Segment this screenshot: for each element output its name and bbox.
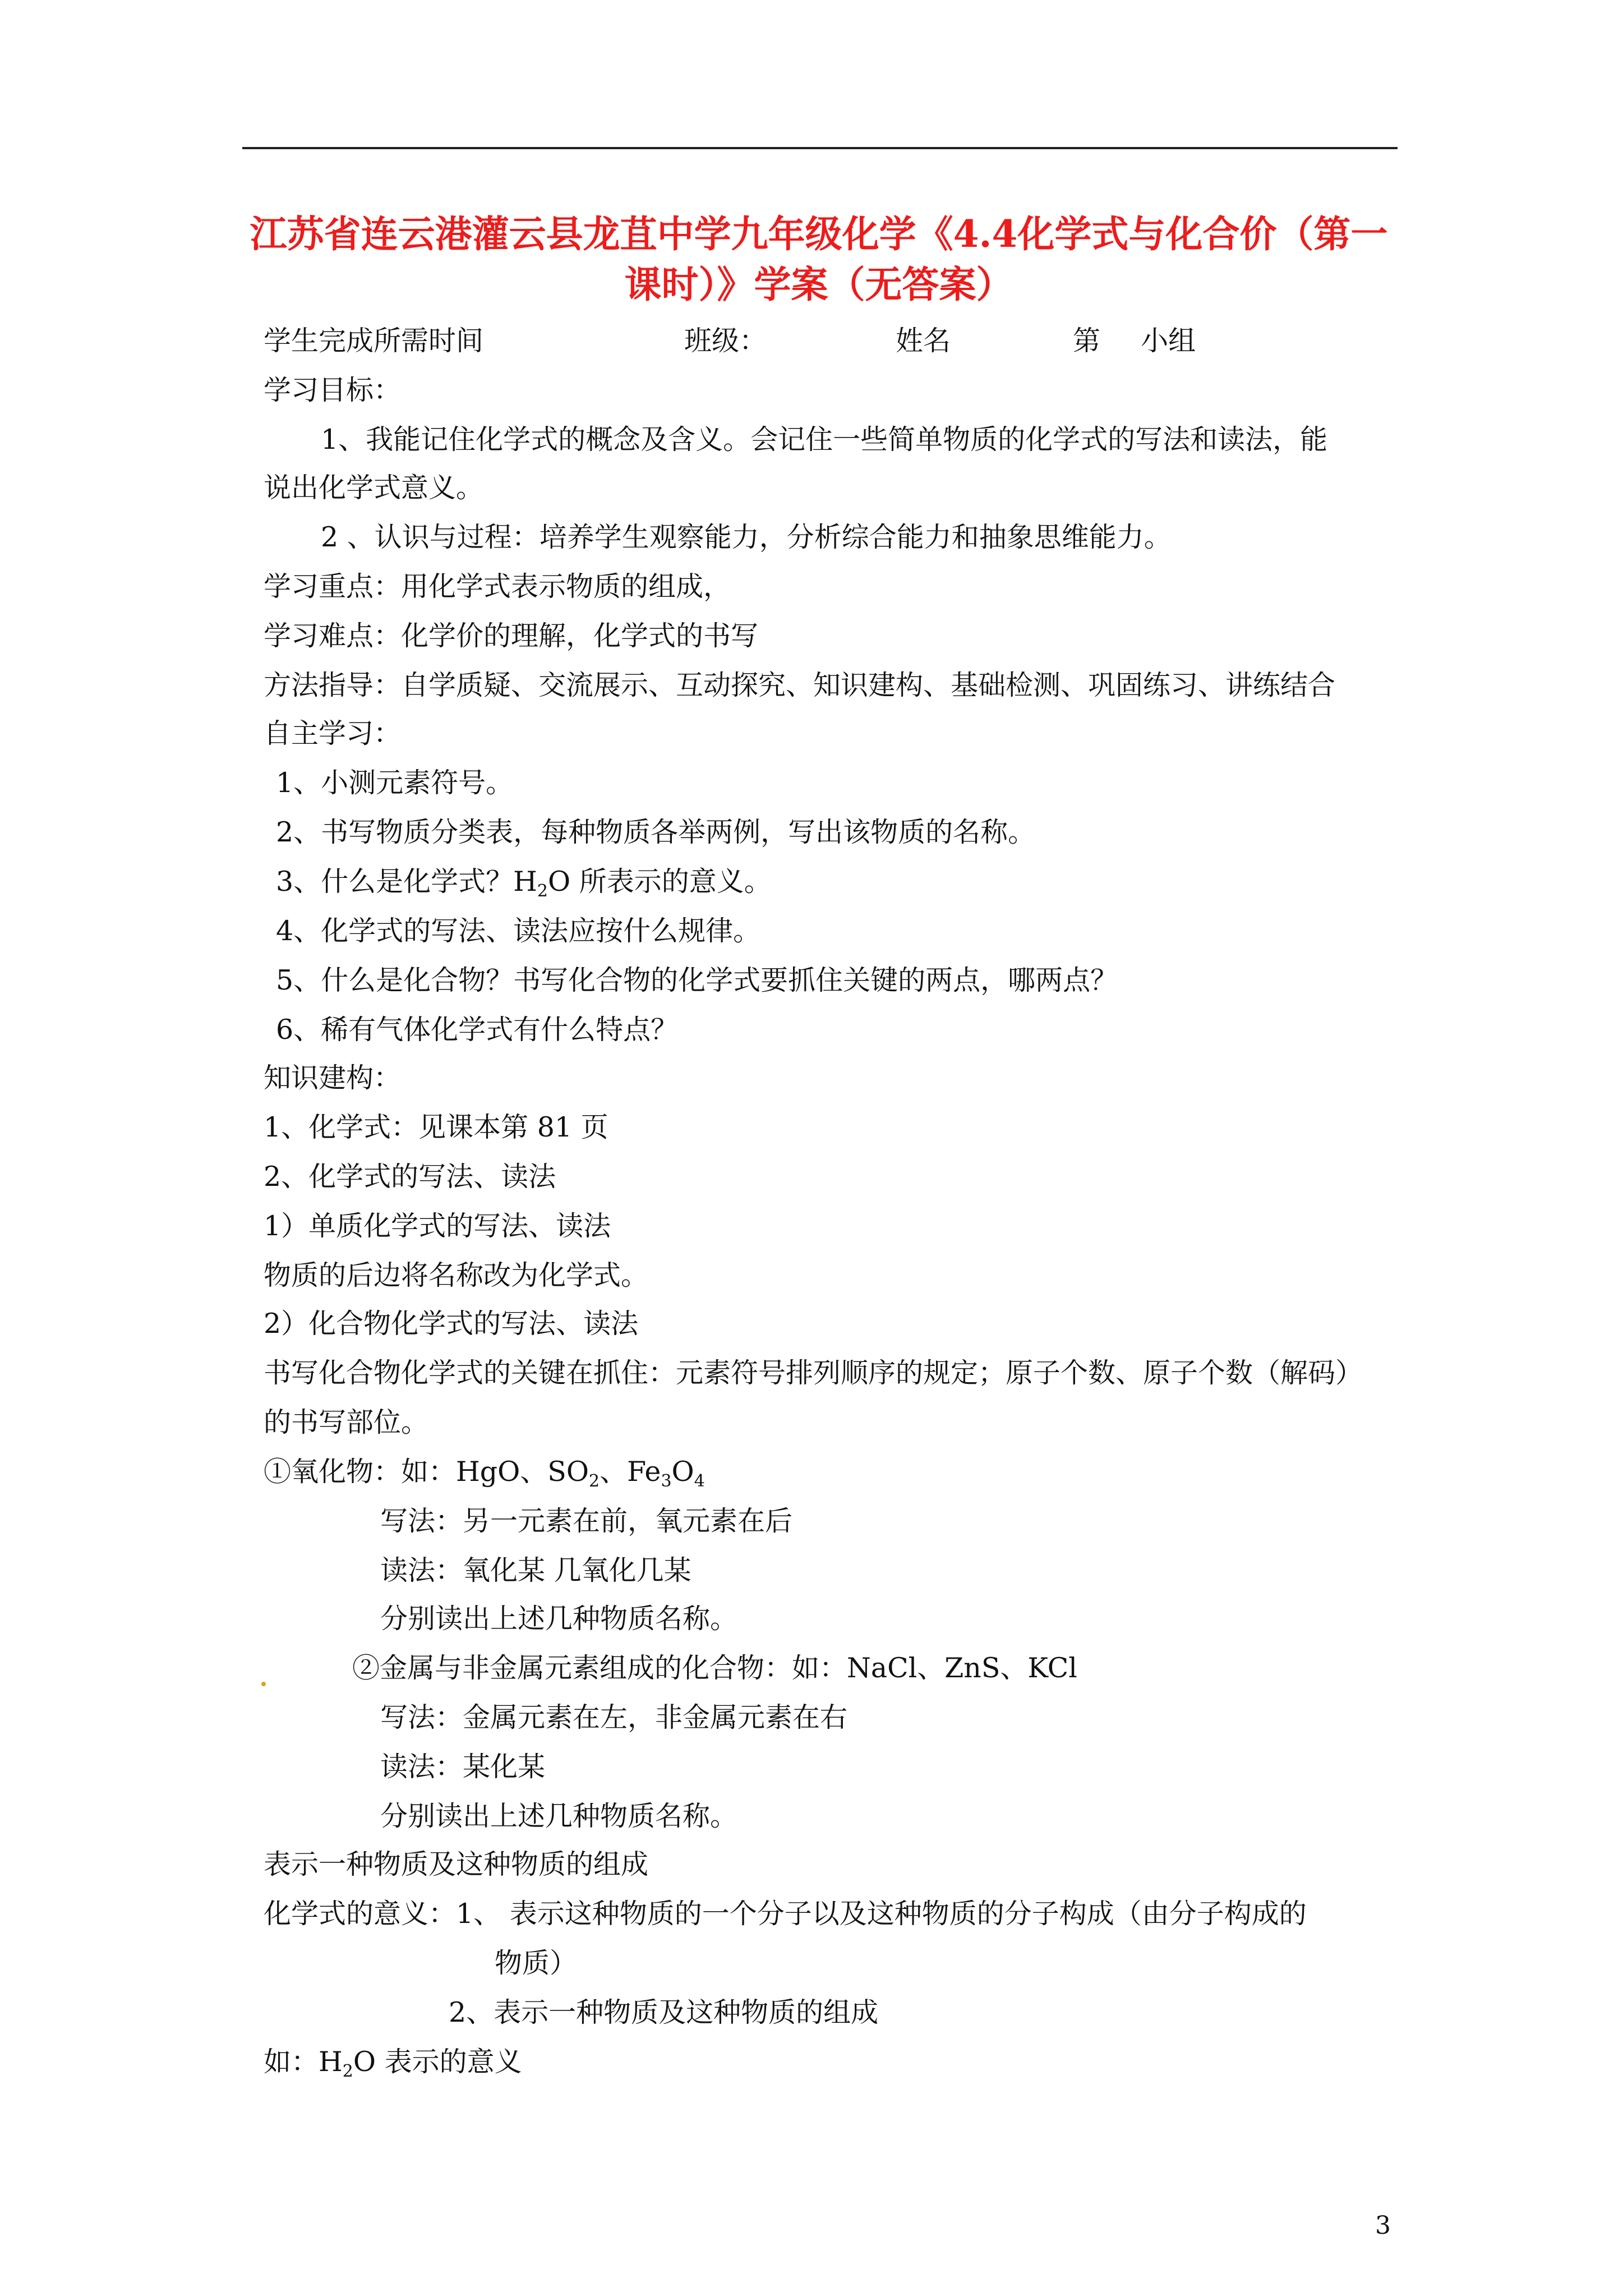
question-2: 2、书写物质分类表，每种物质各举两例，写出该物质的名称。 [276,816,1036,848]
student-info-line [264,324,1196,358]
subscript: 2 [589,1471,600,1491]
metal-names-task: 分别读出上述几种物质名称。 [380,1800,738,1832]
oxide-names-task: 分别读出上述几种物质名称。 [380,1603,738,1635]
class-label: 班级： [684,325,767,357]
question-3 [276,865,772,908]
metal-writing-rule: 写法：金属元素在左，非金属元素在右 [380,1701,848,1733]
oxide-o: O [566,1456,589,1488]
goal-2: 2 、认识与过程：培养学生观察能力，分析综合能力和抽象思维能力。 [321,521,1172,553]
question-5: 5、什么是化合物？书写化合物的化学式要抓住关键的两点，哪两点？ [276,964,1118,996]
goals-heading: 学习目标： [264,374,402,406]
group-label: 小组 [1141,325,1196,357]
header-rule [242,147,1398,149]
key-point: 学习重点：用化学式表示物质的组成， [264,570,731,602]
oxide-text: ①氧化物：如：HgO、S [264,1456,566,1488]
page-number: 3 [1375,2211,1391,2240]
knowledge-1: 1、化学式：见课本第 81 页 [264,1111,608,1143]
oxide-fe: 、Fe [600,1456,661,1488]
oxide-o2: O [671,1456,694,1488]
knowledge-2: 2、化学式的写法、读法 [264,1161,556,1193]
question-6: 6、稀有气体化学式有什么特点？ [276,1014,679,1046]
time-label: 学生完成所需时间 [264,325,484,357]
question-4: 4、化学式的写法、读法应按什么规律。 [276,915,761,947]
metal-compound-examples: ②金属与非金属元素组成的化合物：如：NaCl、ZnS、KCl [352,1652,1077,1684]
method-guide: 方法指导：自学质疑、交流展示、互动探究、知识建构、基础检测、巩固练习、讲练结合 [264,669,1336,701]
goal-1-line-a: 1、我能记住化学式的概念及含义。会记住一些简单物质的化学式的写法和读法，能 [321,424,1328,455]
subscript: 3 [661,1471,672,1491]
subscript: 2 [537,881,548,901]
example-text: 如：H [264,2046,343,2078]
knowledge-2-2-key-b: 的书写部位。 [264,1406,429,1438]
name-label: 姓名 [896,325,951,357]
knowledge-2-2-key-a: 书写化合物化学式的关键在抓住：元素符号排列顺序的规定；原子个数、原子个数（解码） [264,1357,1363,1389]
meaning-2: 2、表示一种物质及这种物质的组成 [449,1996,879,2028]
oxide-reading-rule: 读法：氧化某 几氧化几某 [380,1554,691,1586]
question-3-text-end: O 所表示的意义。 [548,866,772,898]
goal-1-line-b: 说出化学式意义。 [264,472,484,504]
knowledge-2-1-note: 物质的后边将名称改为化学式。 [264,1259,649,1291]
knowledge-heading: 知识建构： [264,1062,402,1094]
question-3-text: 3、什么是化学式？H [276,866,537,898]
example-text-end: O 表示的意义 [353,2046,522,2078]
document-title: 江苏省连云港灌云县龙苴中学九年级化学《4.4化学式与化合价（第一课时）》学案（无答案） [250,212,1388,306]
subscript: 4 [694,1471,705,1491]
meaning-1-cont: 物质） [495,1947,578,1979]
difficult-point: 学习难点：化学价的理解，化学式的书写 [264,620,759,652]
group-number-label: 第 [1073,325,1101,357]
self-study-heading: 自主学习： [264,717,402,749]
meaning-intro: 表示一种物质及这种物质的组成 [264,1848,649,1880]
question-1: 1、小测元素符号。 [276,767,514,799]
stray-dot [261,1682,266,1686]
knowledge-2-1: 1）单质化学式的写法、读法 [264,1210,611,1242]
knowledge-2-2: 2）化合物化学式的写法、读法 [264,1308,639,1340]
meaning-1: 化学式的意义：1、 表示这种物质的一个分子以及这种物质的分子构成（由分子构成的 [264,1898,1307,1930]
example-h2o [264,2045,522,2088]
oxide-writing-rule: 写法：另一元素在前，氧元素在后 [380,1505,793,1537]
subscript: 2 [342,2062,353,2081]
metal-reading-rule: 读法：某化某 [380,1751,546,1783]
oxide-examples [264,1455,705,1498]
